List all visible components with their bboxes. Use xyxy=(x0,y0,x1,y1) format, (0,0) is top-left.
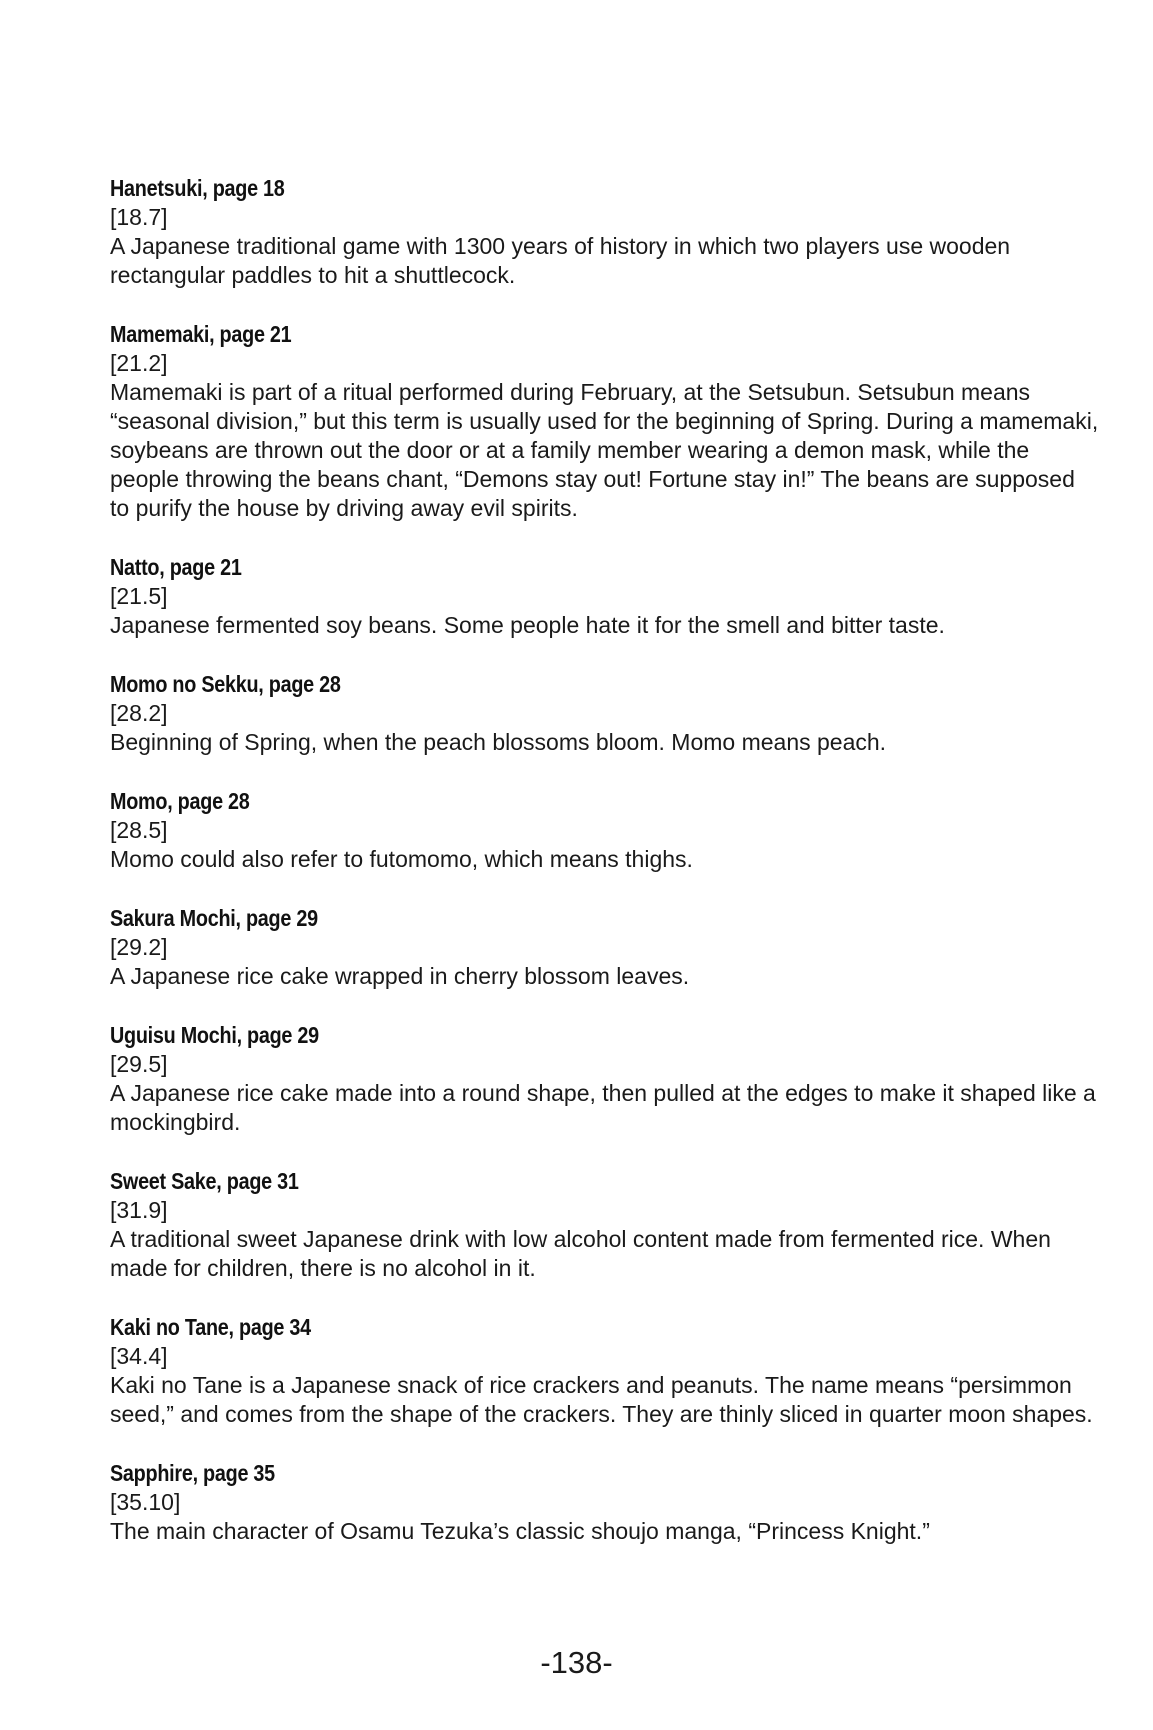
note-title: Momo, page 28 xyxy=(110,788,250,814)
note-reference: [28.5] xyxy=(110,817,168,843)
note-title: Momo no Sekku, page 28 xyxy=(110,671,341,697)
note-sakura-mochi xyxy=(110,904,1100,991)
note-title: Natto, page 21 xyxy=(110,554,242,580)
translation-notes xyxy=(110,174,1100,1576)
note-momo-no-sekku xyxy=(110,670,1100,757)
note-title: Sweet Sake, page 31 xyxy=(110,1168,299,1194)
note-text: A Japanese traditional game with 1300 years of history in which two players use wooden rectangular paddles to hit a shuttlecock. xyxy=(110,233,1011,288)
note-text: Momo could also refer to futomomo, which means thighs. xyxy=(110,846,693,872)
note-title: Hanetsuki, page 18 xyxy=(110,175,285,201)
note-uguisu-mochi xyxy=(110,1021,1100,1137)
note-text: The main character of Osamu Tezuka’s classic shoujo manga, “Princess Knight.” xyxy=(110,1518,930,1544)
note-title: Uguisu Mochi, page 29 xyxy=(110,1022,319,1048)
note-reference: [21.2] xyxy=(110,350,168,376)
note-text: Japanese fermented soy beans. Some people hate it for the smell and bitter taste. xyxy=(110,612,945,638)
note-natto xyxy=(110,553,1100,640)
note-sweet-sake xyxy=(110,1167,1100,1283)
note-title: Kaki no Tane, page 34 xyxy=(110,1314,311,1340)
page-number: -138- xyxy=(540,1645,613,1680)
note-reference: [29.5] xyxy=(110,1051,168,1077)
note-text: Kaki no Tane is a Japanese snack of rice crackers and peanuts. The name means “persimmon seed,” and comes from the shape of the crackers. They are thinly sliced in quarter moon shapes. xyxy=(110,1372,1093,1427)
note-text: A Japanese rice cake wrapped in cherry blossom leaves. xyxy=(110,963,690,989)
note-reference: [34.4] xyxy=(110,1343,168,1369)
note-reference: [21.5] xyxy=(110,583,168,609)
note-title: Sakura Mochi, page 29 xyxy=(110,905,318,931)
note-title: Sapphire, page 35 xyxy=(110,1460,275,1486)
note-sapphire xyxy=(110,1459,1100,1546)
note-reference: [29.2] xyxy=(110,934,168,960)
note-reference: [35.10] xyxy=(110,1489,181,1515)
note-reference: [31.9] xyxy=(110,1197,168,1223)
note-momo xyxy=(110,787,1100,874)
note-kaki-no-tane xyxy=(110,1313,1100,1429)
note-text: A traditional sweet Japanese drink with low alcohol content made from fermented rice. When made for children, there is no alcohol in it. xyxy=(110,1226,1051,1281)
note-text: Mamemaki is part of a ritual performed during February, at the Setsubun. Setsubun means “seasonal division,” but this term is usually used for the beginning of Spring. During a mamemaki, soybeans are thrown out the door or at a family member wearing a demon mask, while the people throwing the beans chant, “Demons stay out! Fortune stay in!” The beans are supposed to purify the house by driving away evil spirits. xyxy=(110,379,1099,521)
note-reference: [18.7] xyxy=(110,204,168,230)
note-hanetsuki xyxy=(110,174,1100,290)
note-mamemaki xyxy=(110,320,1100,523)
note-reference: [28.2] xyxy=(110,700,168,726)
note-text: A Japanese rice cake made into a round shape, then pulled at the edges to make it shaped like a mockingbird. xyxy=(110,1080,1096,1135)
note-text: Beginning of Spring, when the peach blossoms bloom. Momo means peach. xyxy=(110,729,887,755)
note-title: Mamemaki, page 21 xyxy=(110,321,292,347)
